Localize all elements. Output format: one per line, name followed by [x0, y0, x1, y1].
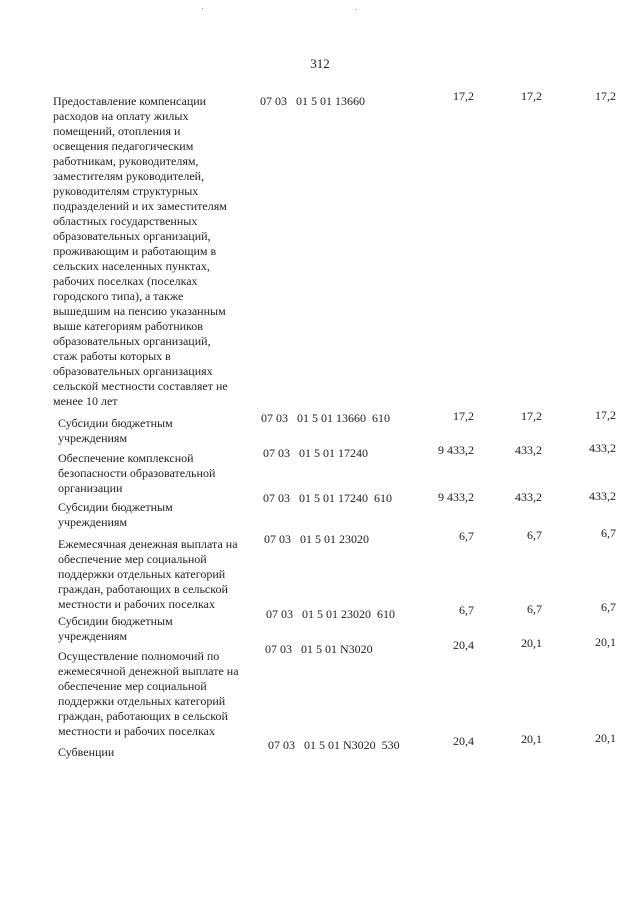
row-name: Субсидии бюджетным учреждениям: [58, 614, 173, 643]
page-number: 312: [310, 56, 330, 71]
row-value-1: 9 433,2: [438, 443, 474, 457]
row-value-2: 6,7: [527, 528, 542, 542]
row-name: Субсидии бюджетным учреждениям: [58, 500, 173, 529]
row-code: 07 03 01 5 01 17240 610: [263, 491, 392, 505]
row-code: 07 03 01 5 01 23020: [264, 532, 369, 546]
row-name: Предоставление компенсации расходов на оплату жилых помещений, отопления и освещения педагогическим работникам, руководителям, заместителям руководителей, руководителям структурных подразделений и их заместителям областных государственных образовательных организаций, проживающим и работающим в сельских населенных пунктах, рабочих поселках (поселках городского типа), а также вышедшим на пенсию указанным выше категориям работников образовательных организаций, стаж работы которых в образовательных организациях сельской местности составляет не менее 10 лет: [53, 94, 228, 408]
row-name: Субсидии бюджетным учреждениям: [58, 416, 173, 445]
row-value-1: 20,4: [453, 734, 474, 748]
row-code: 07 03 01 5 01 13660 610: [261, 411, 390, 425]
row-value-2: 17,2: [521, 409, 542, 423]
row-value-1: 9 433,2: [438, 490, 474, 504]
row-value-3: 6,7: [601, 526, 616, 540]
row-code: 07 03 01 5 01 N3020: [265, 642, 373, 656]
row-value-3: 20,1: [595, 731, 616, 745]
row-code: 07 03 01 5 01 17240: [263, 446, 368, 460]
row-value-1: 17,2: [453, 409, 474, 423]
row-value-1: 6,7: [459, 603, 474, 617]
row-value-3: 433,2: [589, 489, 616, 503]
scan-speck: [356, 9, 357, 10]
row-value-2: 20,1: [521, 636, 542, 650]
row-value-3: 20,1: [595, 635, 616, 649]
row-value-2: 20,1: [521, 732, 542, 746]
row-name: Ежемесячная денежная выплата на обеспечение мер социальной поддержки отдельных категорий граждан, работающих в сельской местности и рабочих поселках: [58, 537, 238, 611]
row-code: 07 03 01 5 01 13660: [260, 94, 365, 108]
row-value-3: 17,2: [595, 408, 616, 422]
row-value-2: 433,2: [515, 443, 542, 457]
row-code: 07 03 01 5 01 23020 610: [266, 607, 395, 621]
row-value-1: 17,2: [453, 89, 474, 103]
row-value-3: 433,2: [589, 441, 616, 455]
row-value-2: 433,2: [515, 490, 542, 504]
row-value-1: 6,7: [459, 529, 474, 543]
row-name: Осуществление полномочий по ежемесячной денежной выплате на обеспечение мер социальной поддержки отдельных категорий граждан, работающих в сельской местности и рабочих поселках: [58, 649, 239, 738]
row-name: Субвенции: [58, 745, 115, 759]
row-value-3: 17,2: [595, 89, 616, 103]
row-value-1: 20,4: [453, 638, 474, 652]
row-code: 07 03 01 5 01 N3020 530: [268, 738, 400, 752]
scan-speck: [202, 8, 203, 9]
row-value-2: 17,2: [521, 89, 542, 103]
row-value-2: 6,7: [527, 602, 542, 616]
row-name: Обеспечение комплексной безопасности образовательной организации: [58, 451, 216, 495]
row-value-3: 6,7: [601, 600, 616, 614]
